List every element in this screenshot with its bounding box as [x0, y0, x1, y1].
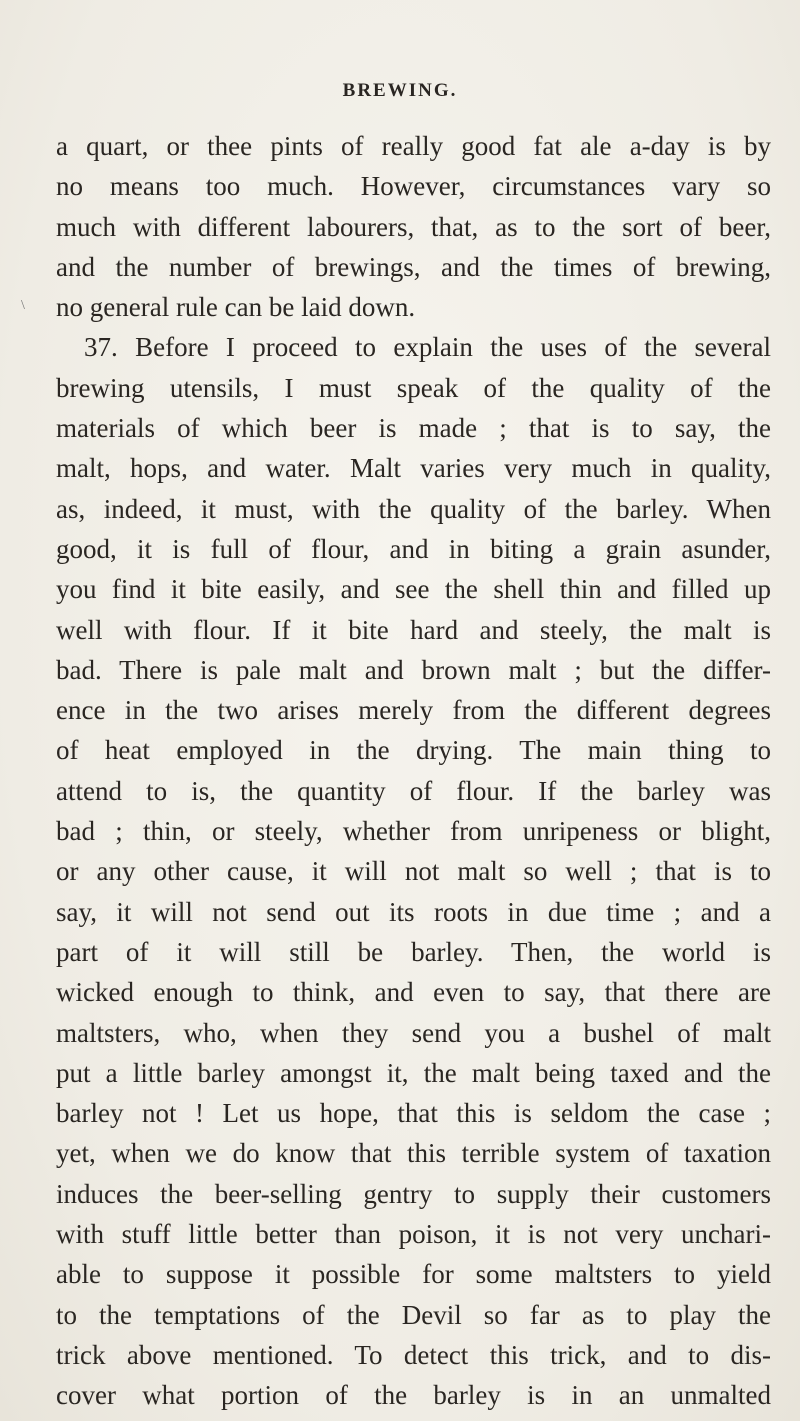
text-line: brewing utensils, I must speak of the quality of the — [56, 372, 771, 403]
text-line: yet, when we do know that this terrible system of taxation — [56, 1138, 771, 1169]
margin-mark: \ — [21, 298, 25, 313]
text-line: induces the beer-selling gentry to supply their customers — [56, 1178, 771, 1209]
text-line: materials of which beer is made ; that is to say, the — [56, 413, 771, 444]
text-line: trick above mentioned. To detect this trick, and to dis- — [56, 1339, 771, 1370]
text-line: part of it will still be barley. Then, the world is — [56, 936, 771, 967]
text-line: good, it is full of flour, and in biting a grain asunder, — [56, 533, 771, 564]
text-line: attend to is, the quantity of flour. If the barley was — [56, 775, 771, 806]
text-line: and the number of brewings, and the times of brewing, — [56, 251, 771, 282]
text-line: no general rule can be laid down. — [56, 292, 416, 323]
text-line: put a little barley amongst it, the malt being taxed and the — [56, 1057, 771, 1088]
text-line: no means too much. However, circumstances vary so — [56, 171, 771, 202]
running-head: BREWING. — [342, 80, 458, 101]
text-line: bad. There is pale malt and brown malt ; but the differ- — [56, 654, 771, 685]
text-line: of heat employed in the drying. The main thing to — [56, 735, 771, 766]
text-line: say, it will not send out its roots in due time ; and a — [56, 896, 771, 927]
text-line: a quart, or thee pints of really good fat ale a-day is by — [56, 131, 771, 161]
text-line: much with different labourers, that, as to the sort of beer, — [56, 211, 771, 242]
text-line: you find it bite easily, and see the shell thin and filled up — [56, 574, 771, 605]
text-line: maltsters, who, when they send you a bushel of malt — [56, 1017, 771, 1048]
text-line: with stuff little better than poison, it is not very unchari- — [56, 1219, 771, 1250]
text-line: as, indeed, it must, with the quality of the barley. When — [56, 493, 771, 524]
text-line: wicked enough to think, and even to say, that there are — [56, 977, 771, 1008]
text-line: to the temptations of the Devil so far as to play the — [56, 1299, 771, 1330]
text-line: well with flour. If it bite hard and steely, the malt is — [56, 614, 771, 645]
text-line: or any other cause, it will not malt so well ; that is to — [56, 856, 771, 887]
text-line: ence in the two arises merely from the different degrees — [56, 695, 771, 726]
text-line: bad ; thin, or steely, whether from unripeness or blight, — [56, 816, 771, 847]
text-line: able to suppose it possible for some maltsters to yield — [56, 1259, 771, 1290]
body-text — [56, 126, 771, 1416]
text-line: malt, hops, and water. Malt varies very much in quality, — [56, 453, 771, 484]
text-line: 37. Before I proceed to explain the uses of the several — [84, 332, 771, 363]
text-line: cover what portion of the barley is in an unmalted — [56, 1380, 771, 1411]
text-line: barley not ! Let us hope, that this is seldom the case ; — [56, 1098, 771, 1129]
